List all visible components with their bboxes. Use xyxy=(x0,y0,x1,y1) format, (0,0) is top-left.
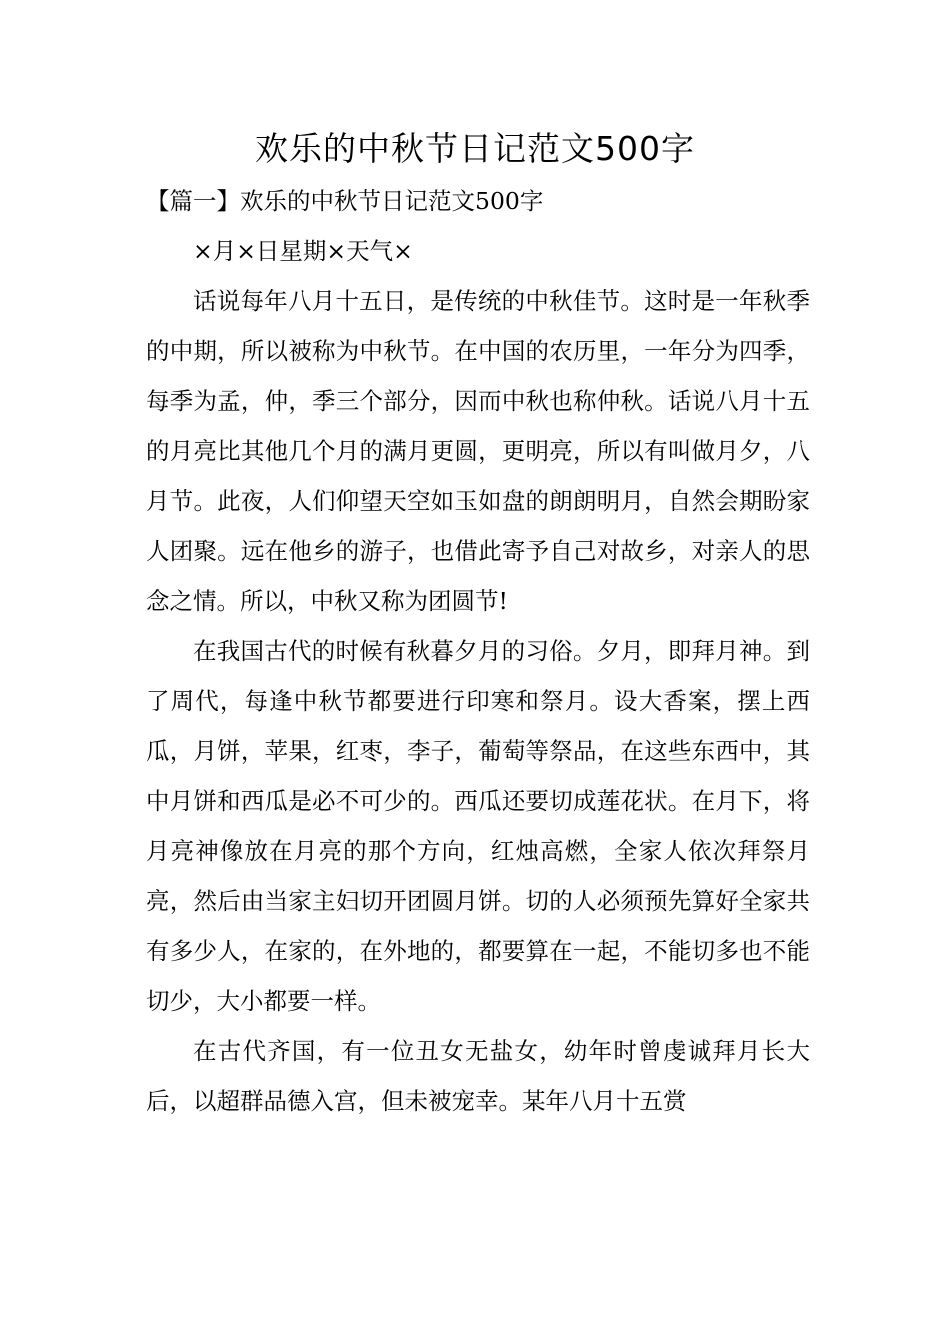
document-title: 欢乐的中秋节日记范文500字 xyxy=(255,129,695,168)
document-body xyxy=(146,176,810,1126)
paragraph-2: 在我国古代的时候有秋暮夕月的习俗。夕月，即拜月神。到了周代，每逢中秋节都要进行印寒和祭月。设大香案，摆上西瓜，月饼，苹果，红枣，李子，葡萄等祭品，在这些东西中，其中月饼和西瓜是必不可少的。西瓜还要切成莲花状。在月下，将月亮神像放在月亮的那个方向，红烛高燃，全家人依次拜祭月亮，然后由当家主妇切开团圆月饼。切的人必须预先算好全家共有多少人，在家的，在外地的，都要算在一起，不能切多也不能切少，大小都要一样。 xyxy=(146,637,810,1015)
paragraph-3: 在古代齐国，有一位丑女无盐女，幼年时曾虔诚拜月长大后，以超群品德入宫，但未被宠幸。某年八月十五赏 xyxy=(146,1037,810,1115)
paragraph-1: 话说每年八月十五日，是传统的中秋佳节。这时是一年秋季的中期，所以被称为中秋节。在中国的农历里，一年分为四季，每季为孟，仲，季三个部分，因而中秋也称仲秋。话说八月十五的月亮比其他几个月的满月更圆，更明亮，所以有叫做月夕，八月节。此夜，人们仰望天空如玉如盘的朗朗明月，自然会期盼家人团聚。远在他乡的游子，也借此寄予自己对故乡，对亲人的思念之情。所以，中秋又称为团圆节! xyxy=(146,287,810,615)
date-line: ×月×日星期×天气× xyxy=(193,237,413,265)
section-heading: 【篇一】欢乐的中秋节日记范文500字 xyxy=(146,187,544,215)
